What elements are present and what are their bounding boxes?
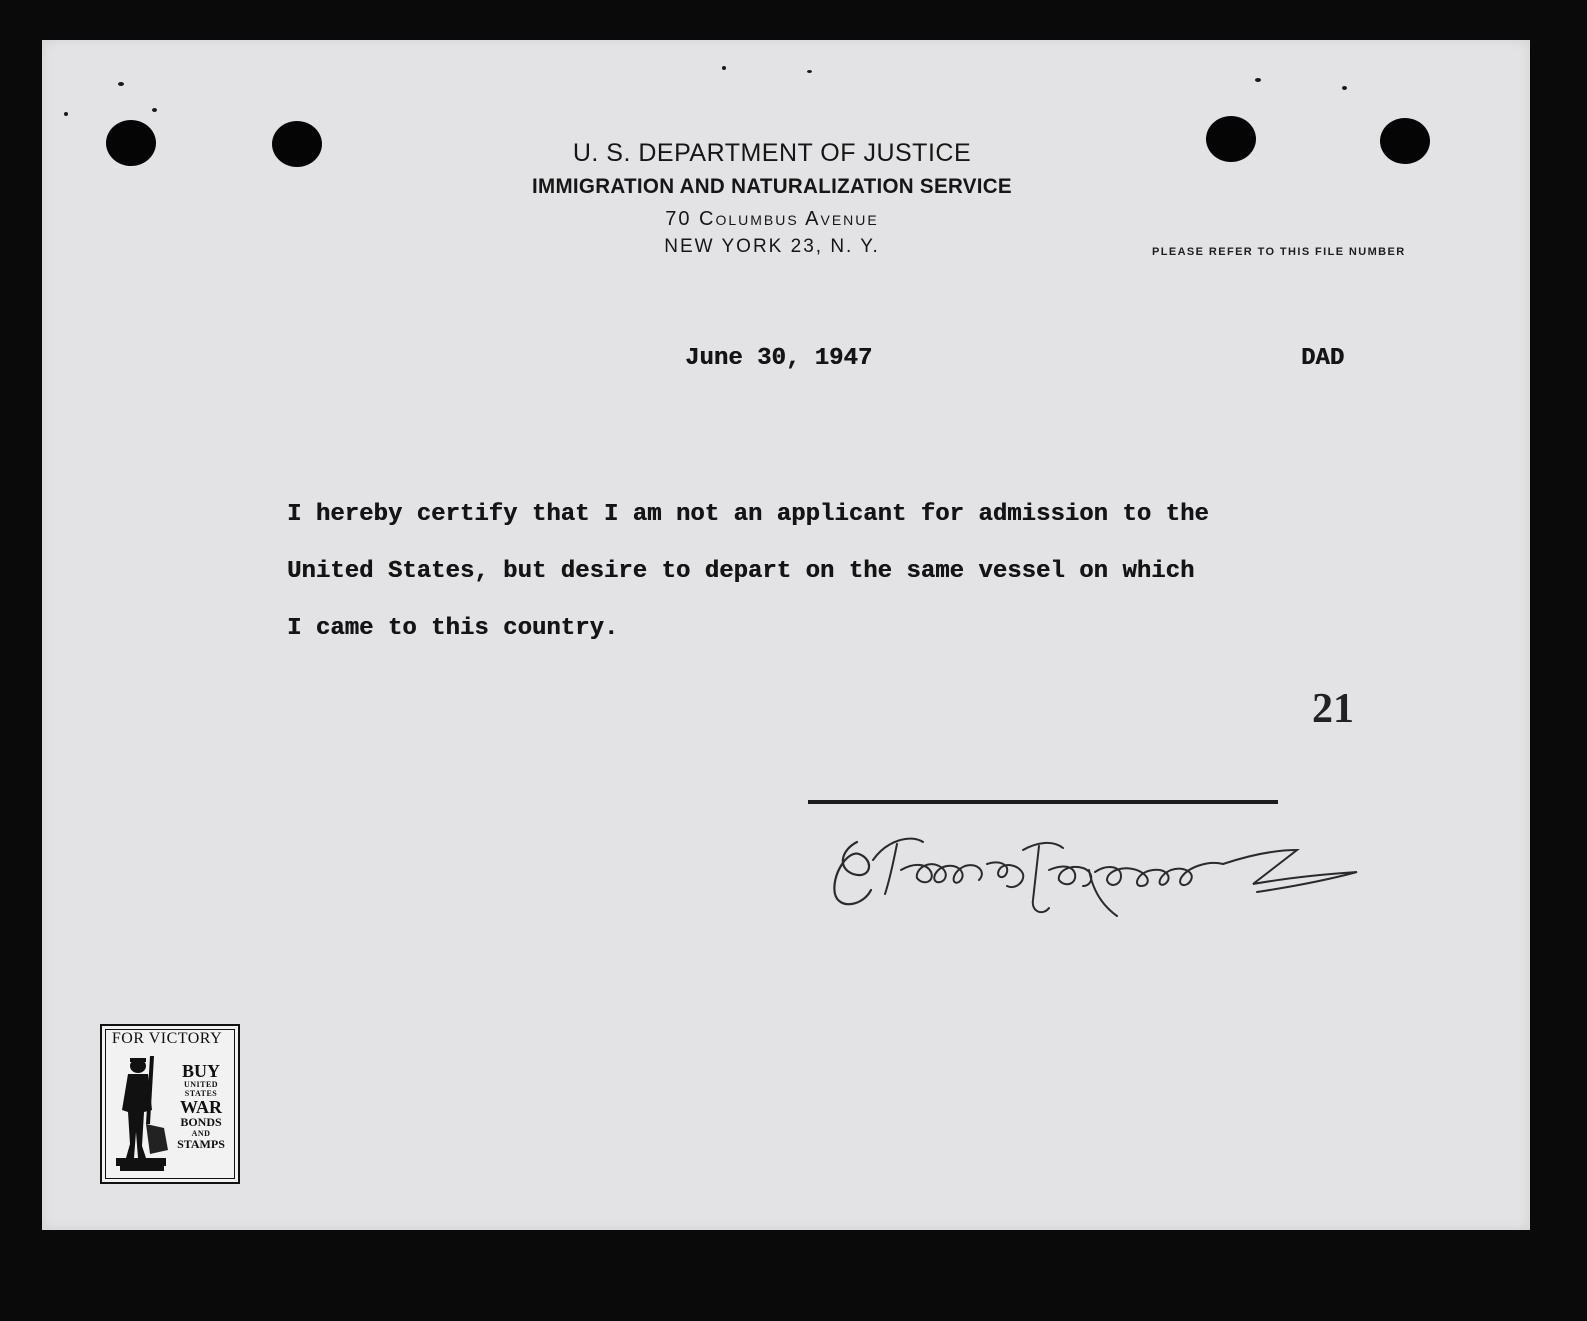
speck (1255, 78, 1261, 82)
stamp-united: UNITED (183, 1080, 219, 1089)
letterhead-city: NEW YORK 23, N. Y. (664, 236, 880, 257)
speck (1342, 86, 1347, 90)
page-number: 21 (1312, 686, 1354, 732)
file-reference-label: PLEASE REFER TO THIS FILE NUMBER (1152, 246, 1406, 258)
letterhead-street: 70 Columbus Avenue (665, 208, 879, 230)
stamp-bonds: BONDS (180, 1115, 222, 1129)
stamp-stamps: STAMPS (177, 1137, 225, 1151)
speck (118, 82, 124, 86)
stamp-for-victory: FOR VICTORY (111, 1030, 223, 1047)
letter-date: June 30, 1947 (685, 345, 873, 372)
body-line-3: I came to this country. (287, 615, 619, 642)
punch-hole-4 (1380, 118, 1430, 164)
letterhead (462, 136, 1082, 260)
body-line-2: United States, but desire to depart on the same vessel on which (287, 558, 1195, 585)
letterhead-service: IMMIGRATION AND NATURALIZATION SERVICE (532, 175, 1012, 198)
signature-line (808, 800, 1278, 804)
minuteman-figure-icon (110, 1054, 172, 1174)
file-initials: DAD (1301, 345, 1345, 372)
speck (722, 66, 726, 70)
stamp-text-block (170, 1062, 232, 1151)
handwritten-signature (827, 820, 1367, 930)
war-bonds-stamp (100, 1024, 240, 1184)
punch-hole-2 (272, 121, 322, 167)
stamp-buy: BUY (181, 1061, 220, 1081)
punch-hole-1 (106, 120, 156, 166)
body-line-1: I hereby certify that I am not an applicant for admission to the (287, 501, 1209, 528)
stamp-war: WAR (179, 1097, 222, 1117)
certification-text (287, 486, 1297, 657)
punch-hole-3 (1206, 116, 1256, 162)
document-page (42, 40, 1530, 1230)
letterhead-department: U. S. DEPARTMENT OF JUSTICE (572, 139, 972, 167)
stamp-and: AND (191, 1129, 211, 1138)
stamp-states: STATES (184, 1089, 218, 1098)
speck (152, 108, 157, 112)
speck (64, 112, 68, 116)
speck (807, 70, 812, 73)
